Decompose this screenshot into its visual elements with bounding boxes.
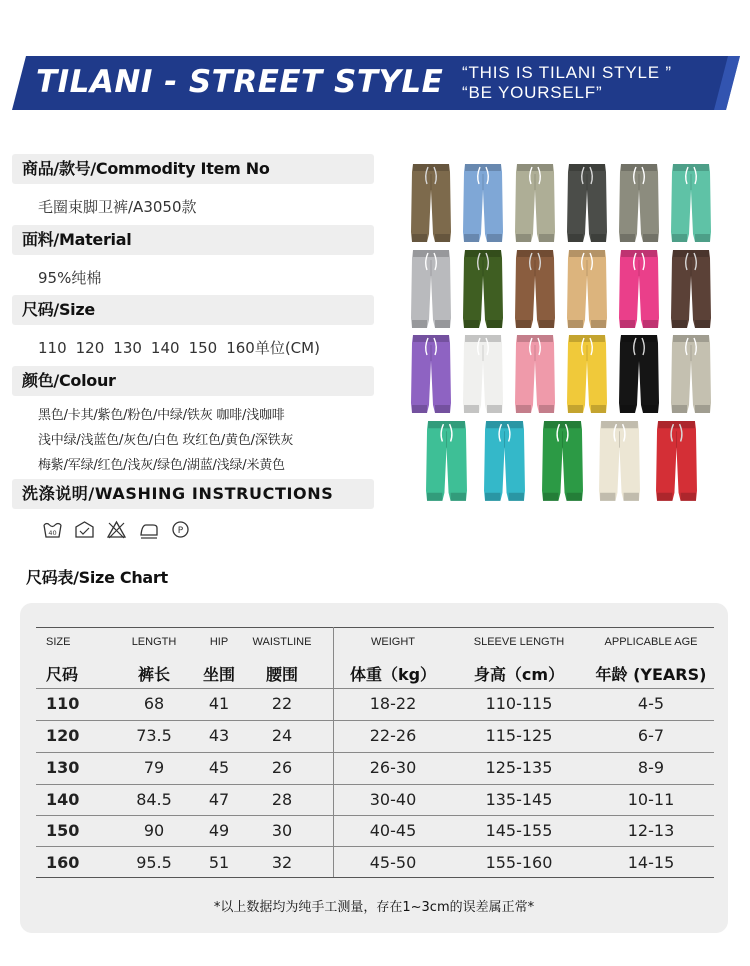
pants-swatch <box>410 162 452 246</box>
table-cell: 145-155 <box>485 821 553 840</box>
table-cell: 22-26 <box>369 726 417 745</box>
svg-text:40: 40 <box>48 528 57 537</box>
table-cell: 110-115 <box>485 694 553 713</box>
size-cell: 130 <box>46 758 80 777</box>
column-header-zh: 年龄 (YEARS) <box>595 665 707 684</box>
washing-icons <box>42 518 191 540</box>
table-cell: 18-22 <box>369 694 417 713</box>
column-header-en: LENGTH <box>131 636 177 648</box>
pants-swatch <box>566 162 608 246</box>
column-header-zh: 坐围 <box>202 665 235 684</box>
table-cell: 4-5 <box>637 694 665 713</box>
column-header-en: APPLICABLE AGE <box>604 636 698 648</box>
pants-swatch <box>566 248 608 332</box>
column-header-en: WEIGHT <box>371 636 415 648</box>
pants-swatch <box>514 333 556 417</box>
table-cell: 41 <box>208 694 230 713</box>
table-cell: 45-50 <box>369 853 417 872</box>
table-divider <box>36 784 714 785</box>
table-divider <box>36 752 714 753</box>
column-header-en: SIZE <box>46 636 71 648</box>
item-no-value: 毛圈束脚卫裤/A3050款 <box>38 198 197 216</box>
colour-line-2: 浅中绿/浅蓝色/灰色/白色 玫红色/黄色/深铁灰 <box>38 433 294 448</box>
table-cell: 8-9 <box>637 758 665 777</box>
column-header-en: WAISTLINE <box>252 636 312 648</box>
table-cell: 84.5 <box>136 790 172 809</box>
pants-swatch <box>670 162 712 246</box>
size-option: 140 <box>150 339 180 357</box>
pants-swatch <box>410 248 452 332</box>
size-list <box>38 337 329 358</box>
pants-swatch <box>462 248 504 332</box>
dry-clean-p-icon <box>170 519 191 540</box>
size-cell: 160 <box>46 853 80 872</box>
table-cell: 45 <box>208 758 230 777</box>
table-cell: 10-11 <box>627 790 675 809</box>
table-cell: 49 <box>208 821 230 840</box>
table-cell: 135-145 <box>485 790 553 809</box>
table-cell: 26-30 <box>369 758 417 777</box>
size-heading: 尺码/Size <box>12 295 374 325</box>
iron-icon <box>138 519 159 540</box>
table-cell: 73.5 <box>136 726 172 745</box>
pants-swatch <box>618 162 660 246</box>
table-cell: 68 <box>143 694 165 713</box>
table-cell: 22 <box>271 694 293 713</box>
table-divider <box>36 846 714 847</box>
brand-banner <box>12 56 740 110</box>
banner-quote-line1: “THIS IS TILANI STYLE ” <box>462 63 672 82</box>
column-header-zh: 腰围 <box>265 665 298 684</box>
table-cell: 115-125 <box>485 726 553 745</box>
table-cell: 14-15 <box>627 853 675 872</box>
table-divider <box>36 877 714 878</box>
size-option: 130 <box>113 339 142 357</box>
table-column-divider <box>333 627 334 877</box>
banner-title: TILANI - STREET STYLE <box>36 64 444 100</box>
column-header-zh: 体重（kg） <box>349 665 437 684</box>
size-option: 120 <box>75 339 105 357</box>
pants-swatch <box>482 419 527 505</box>
pants-swatch <box>618 248 660 332</box>
table-cell: 43 <box>208 726 230 745</box>
column-header-zh: 裤长 <box>137 665 170 684</box>
pants-swatch <box>566 333 608 417</box>
pants-swatch <box>618 333 660 417</box>
table-cell: 6-7 <box>637 726 665 745</box>
table-cell: 30 <box>271 821 293 840</box>
table-cell: 30-40 <box>369 790 417 809</box>
table-cell: 40-45 <box>369 821 417 840</box>
colour-line-3: 梅紫/军绿/红色/浅灰/绿色/湖蓝/浅绿/米黄色 <box>38 458 285 473</box>
material-value: 95%纯棉 <box>38 269 102 287</box>
table-cell: 32 <box>271 853 293 872</box>
size-chart-title: 尺码表/Size Chart <box>26 568 168 587</box>
table-cell: 24 <box>271 726 293 745</box>
table-divider <box>36 688 714 689</box>
pants-swatch <box>424 419 469 505</box>
table-divider <box>36 627 714 628</box>
no-tumble-dry-icon <box>74 519 95 540</box>
table-divider <box>36 815 714 816</box>
pants-swatch <box>514 162 556 246</box>
measurement-note: *以上数据均为纯手工测量，存在1~3cm的误差属正常* <box>213 900 535 915</box>
size-cell: 110 <box>46 694 80 713</box>
column-header-en: HIP <box>209 636 229 648</box>
size-cell: 140 <box>46 790 80 809</box>
table-cell: 12-13 <box>627 821 675 840</box>
pants-swatch <box>462 162 504 246</box>
pants-swatch <box>670 248 712 332</box>
table-cell: 90 <box>143 821 165 840</box>
table-cell: 28 <box>271 790 293 809</box>
table-cell: 47 <box>208 790 230 809</box>
pants-swatch <box>597 419 642 505</box>
svg-text:P: P <box>177 525 184 536</box>
size-cell: 120 <box>46 726 80 745</box>
colour-heading: 颜色/Colour <box>12 366 374 396</box>
table-cell: 95.5 <box>136 853 172 872</box>
pants-swatch <box>410 333 452 417</box>
pants-swatch <box>462 333 504 417</box>
colour-line-1: 黑色/卡其/紫色/粉色/中绿/铁灰 咖啡/浅咖啡 <box>38 408 285 423</box>
table-cell: 155-160 <box>485 853 553 872</box>
table-divider <box>36 720 714 721</box>
material-heading: 面料/Material <box>12 225 374 255</box>
pants-swatch <box>540 419 585 505</box>
size-option: 150 <box>188 339 218 357</box>
pants-swatch <box>670 333 712 417</box>
table-cell: 51 <box>208 853 230 872</box>
item-no-heading: 商品/款号/Commodity Item No <box>12 154 374 184</box>
column-header-zh: 尺码 <box>46 665 79 684</box>
column-header-zh: 身高（cm） <box>473 665 565 684</box>
table-cell: 125-135 <box>485 758 553 777</box>
table-cell: 79 <box>143 758 165 777</box>
pants-swatch <box>514 248 556 332</box>
washing-heading: 洗涤说明/WASHING INSTRUCTIONS <box>12 479 374 509</box>
size-cell: 150 <box>46 821 80 840</box>
table-cell: 26 <box>271 758 293 777</box>
size-option: 160单位(CM) <box>226 339 320 357</box>
banner-quote-line2: “BE YOURSELF” <box>462 83 603 102</box>
pants-swatch <box>654 419 699 505</box>
size-option: 110 <box>38 339 67 357</box>
no-bleach-icon <box>106 519 127 540</box>
wash-40-icon <box>42 519 63 540</box>
column-header-en: SLEEVE LENGTH <box>473 636 565 648</box>
